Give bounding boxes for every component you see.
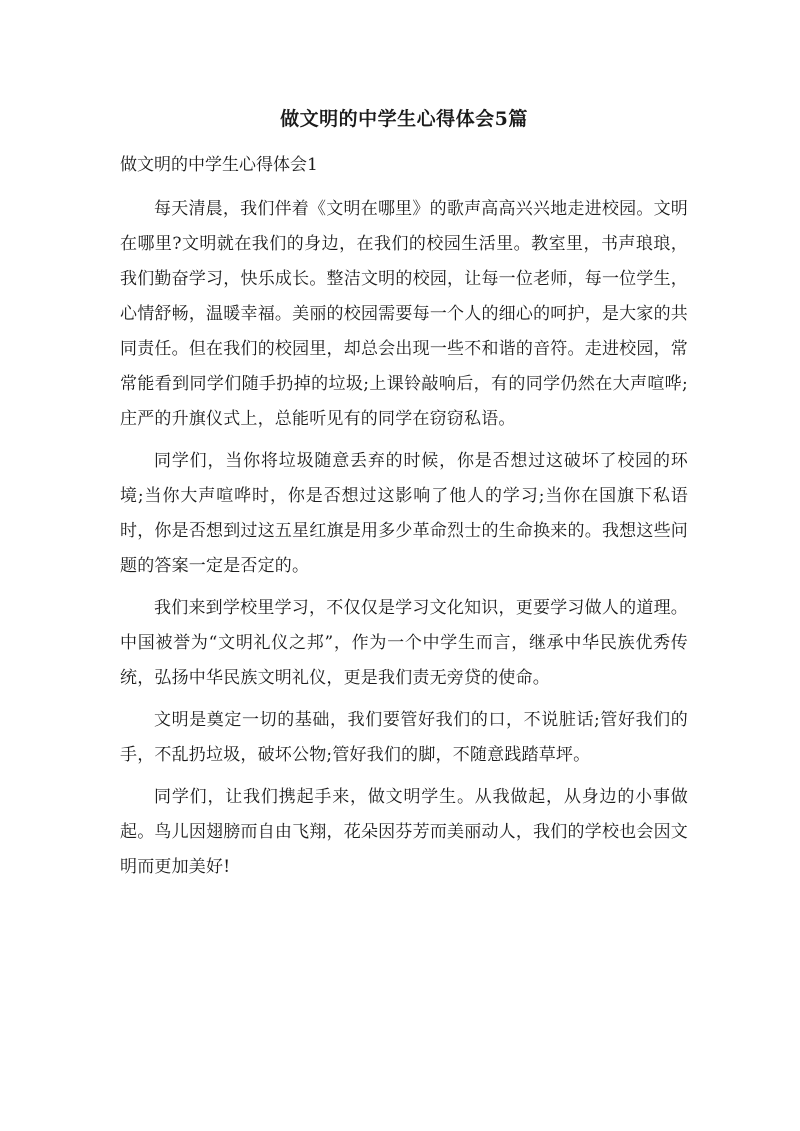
section-heading: 做文明的中学生心得体会1 — [120, 155, 318, 175]
paragraph-5: 同学们，让我们携起手来，做文明学生。从我做起，从身边的小事做起。鸟儿因翅膀而自由飞翔，花朵因芬芳而美丽动人，我们的学校也会因文明而更加美好! — [120, 787, 688, 877]
paragraph-2: 同学们，当你将垃圾随意丢弃的时候，你是否想过这破坏了校园的环境;当你大声喧哗时，你是否想过这影响了他人的学习;当你在国旗下私语时，你是否想到过这五星红旗是用多少革命烈士的生命换来的。我想这些问题的答案一定是否定的。 — [120, 451, 688, 576]
paragraph-4: 文明是奠定一切的基础，我们要管好我们的口，不说脏话;管好我们的手，不乱扔垃圾，破坏公物;管好我们的脚，不随意践踏草坪。 — [120, 710, 688, 765]
paragraph-3: 我们来到学校里学习，不仅仅是学习文化知识，更要学习做人的道理。中国被誉为“文明礼仪之邦”，作为一个中学生而言，继承中华民族优秀传统，弘扬中华民族文明礼仪，更是我们责无旁贷的使命。 — [120, 598, 688, 688]
document-title: 做文明的中学生心得体会5篇 — [280, 108, 528, 130]
paragraph-1: 每天清晨，我们伴着《文明在哪里》的歌声高高兴兴地走进校园。文明在哪里?文明就在我们的身边，在我们的校园生活里。教室里，书声琅琅，我们勤奋学习，快乐成长。整洁文明的校园，让每一位老师，每一位学生，心情舒畅，温暖幸福。美丽的校园需要每一个人的细心的呵护，是大家的共同责任。但在我们的校园里，却总会出现一些不和谐的音符。走进校园，常常能看到同学们随手扔掉的垃圾;上课铃敲响后，有的同学仍然在大声喧哗;庄严的升旗仪式上，总能听见有的同学在窃窃私语。 — [120, 199, 688, 429]
